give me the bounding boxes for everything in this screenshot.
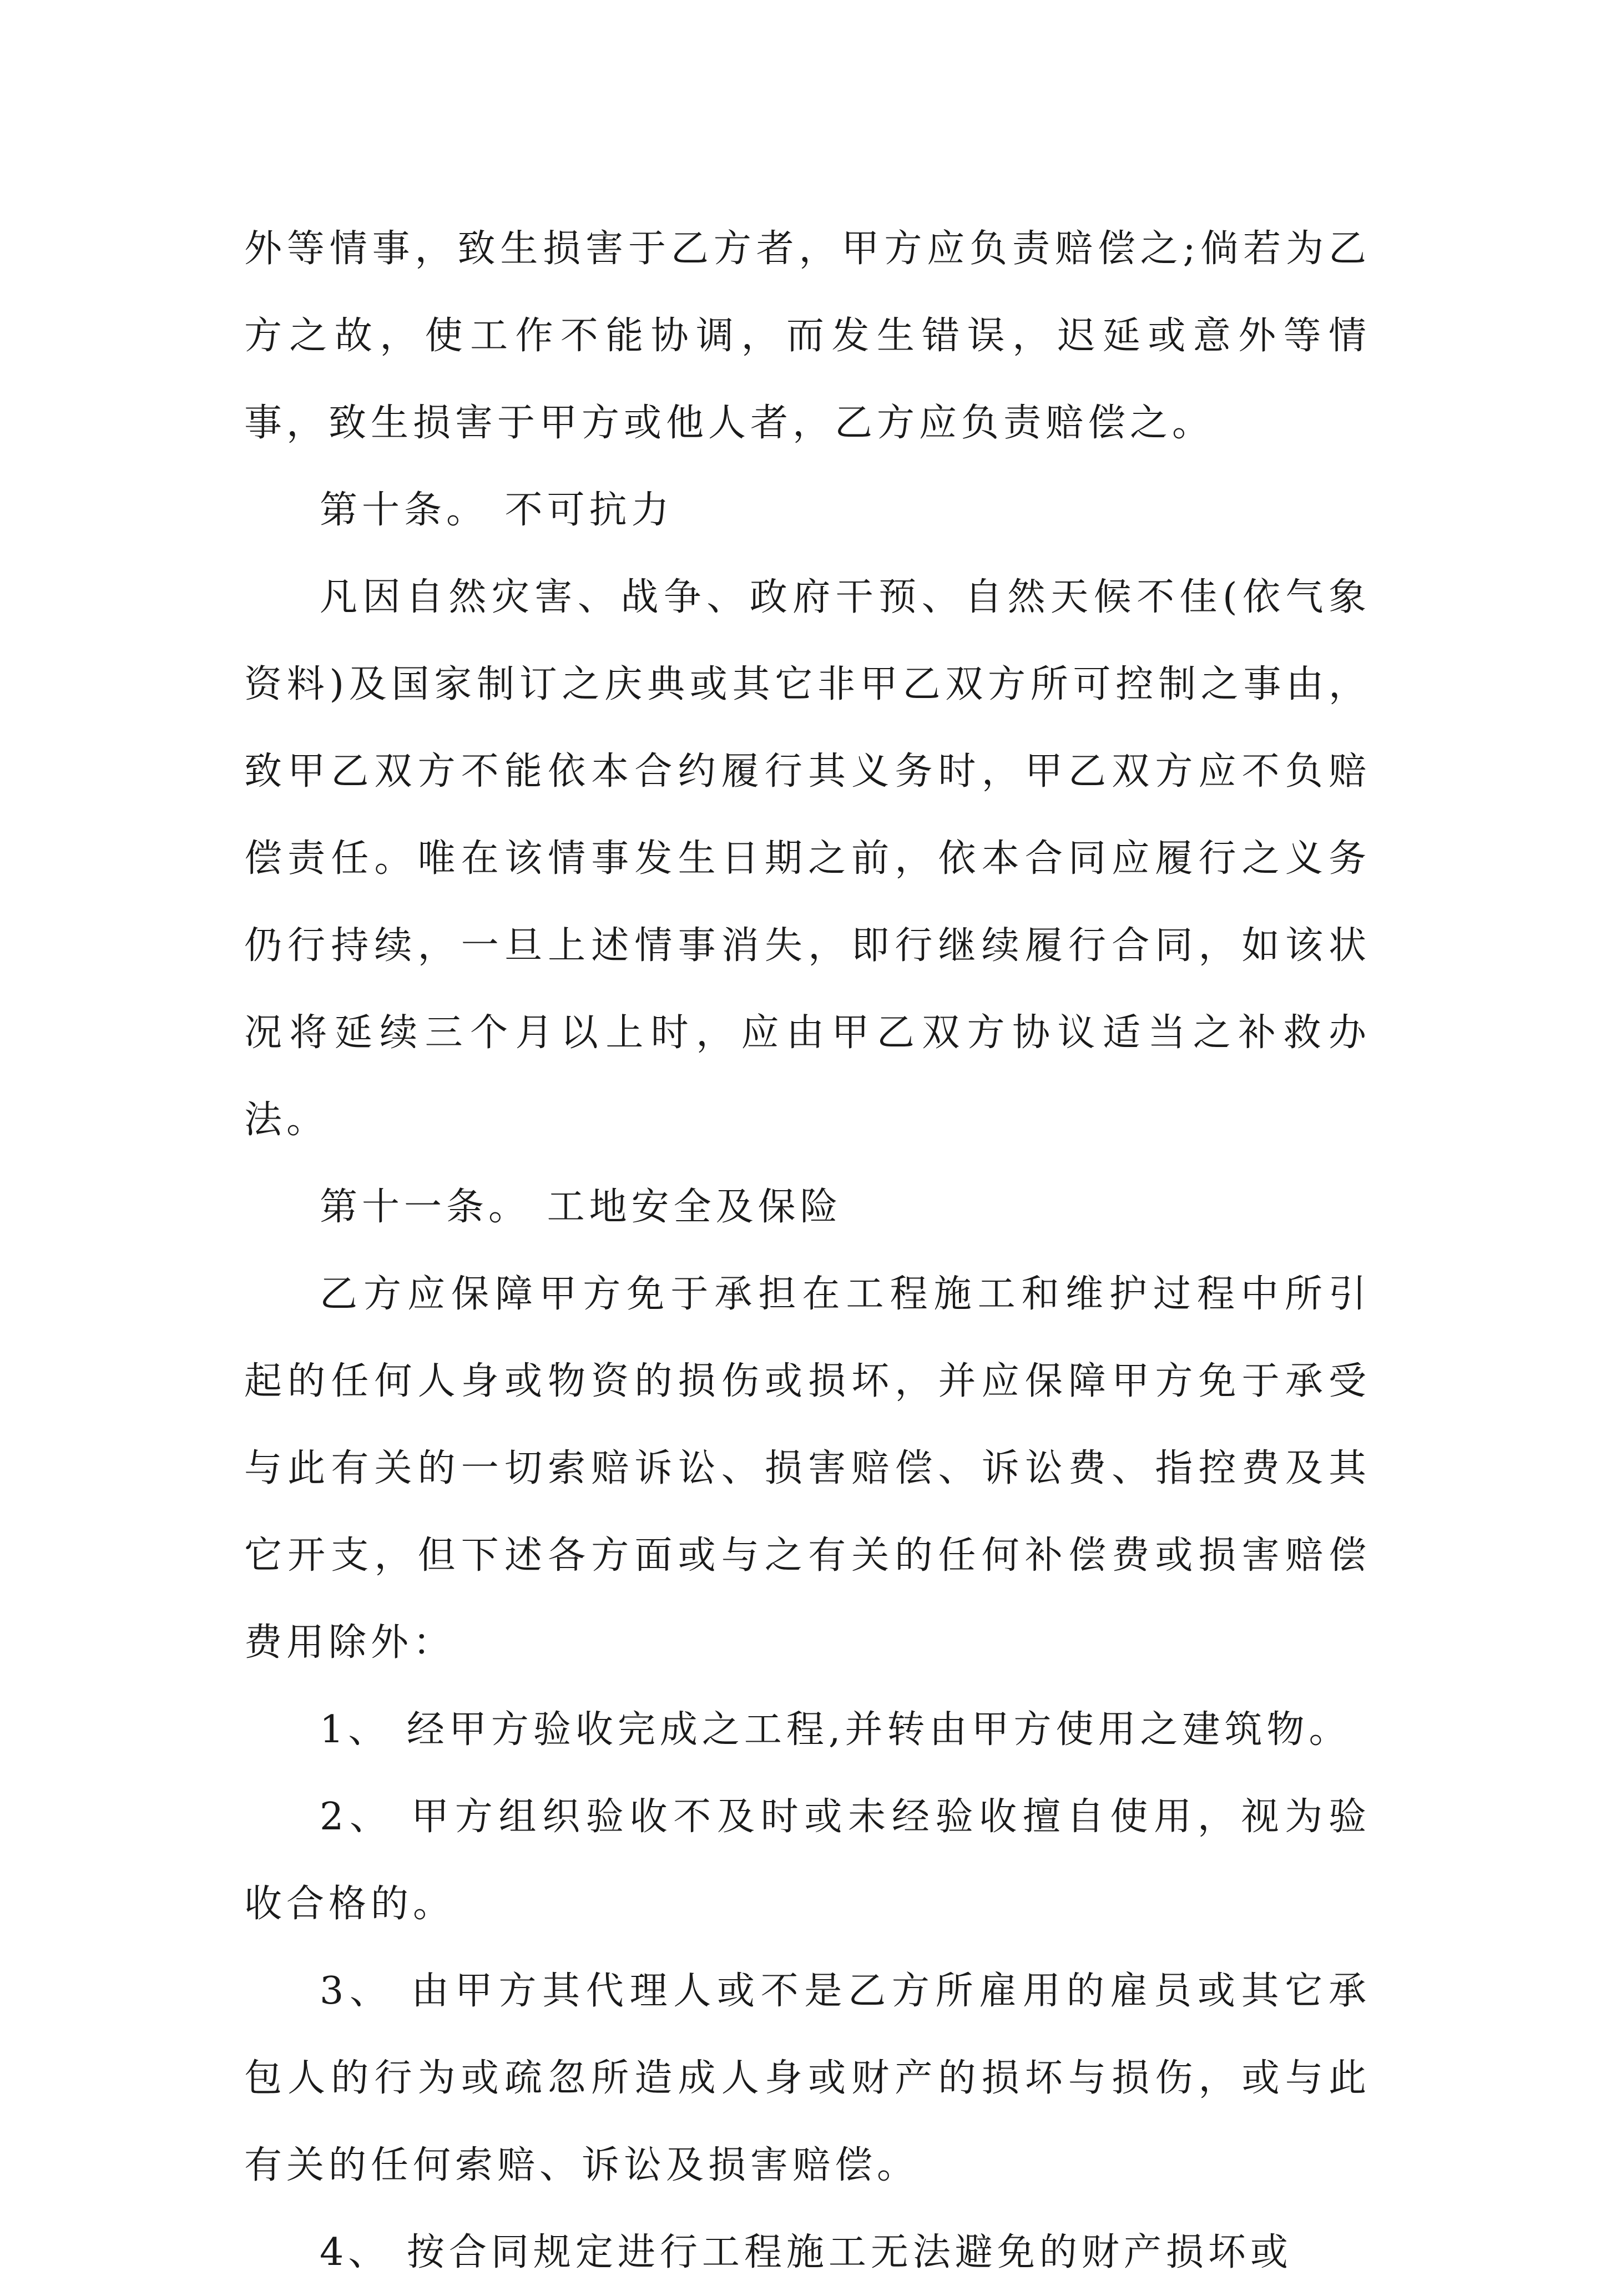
paragraph-continuation: 外等情事，致生损害于乙方者，甲方应负责赔偿之;倘若为乙方之故，使工作不能协调，而发生错误，迟延或意外等情事，致生损害于甲方或他人者，乙方应负责赔偿之。: [244, 227, 1371, 445]
article-11-heading: 第十一条。 工地安全及保险: [320, 1185, 842, 1229]
list-item-1: 1、 经甲方验收完成之工程,并转由甲方使用之建筑物。: [320, 1708, 1351, 1752]
article-11-body: 乙方应保障甲方免于承担在工程施工和维护过程中所引起的任何人身或物资的损伤或损坏，并应保障甲方免于承受与此有关的一切索赔诉讼、损害赔偿、诉讼费、指控费及其它开支，但下述各方面或与之有关的任何补偿费或损害赔偿费用除外：: [244, 1272, 1371, 1665]
list-item-3: 3、 由甲方其代理人或不是乙方所雇用的雇员或其它承包人的行为或疏忽所造成人身或财产的损坏与损伤，或与此有关的任何索赔、诉讼及损害赔偿。: [244, 1969, 1371, 2187]
article-10-body: 凡因自然灾害、战争、政府干预、自然天候不佳(依气象资料)及国家制订之庆典或其它非甲乙双方所可控制之事由，致甲乙双方不能依本合约履行其义务时，甲乙双方应不负赔偿责任。唯在该情事发生日期之前，依本合同应履行之义务仍行持续，一旦上述情事消失，即行继续履行合同，如该状况将延续三个月以上时，应由甲乙双方协议适当之补救办法。: [244, 575, 1371, 1142]
list-item-2: 2、 甲方组织验收不及时或未经验收擅自使用，视为验收合格的。: [244, 1795, 1371, 1926]
article-10-heading: 第十条。 不可抗力: [320, 488, 674, 532]
document-body: [244, 205, 1371, 2296]
list-item-4: 4、 按合同规定进行工程施工无法避免的财产损坏或: [320, 2231, 1292, 2274]
